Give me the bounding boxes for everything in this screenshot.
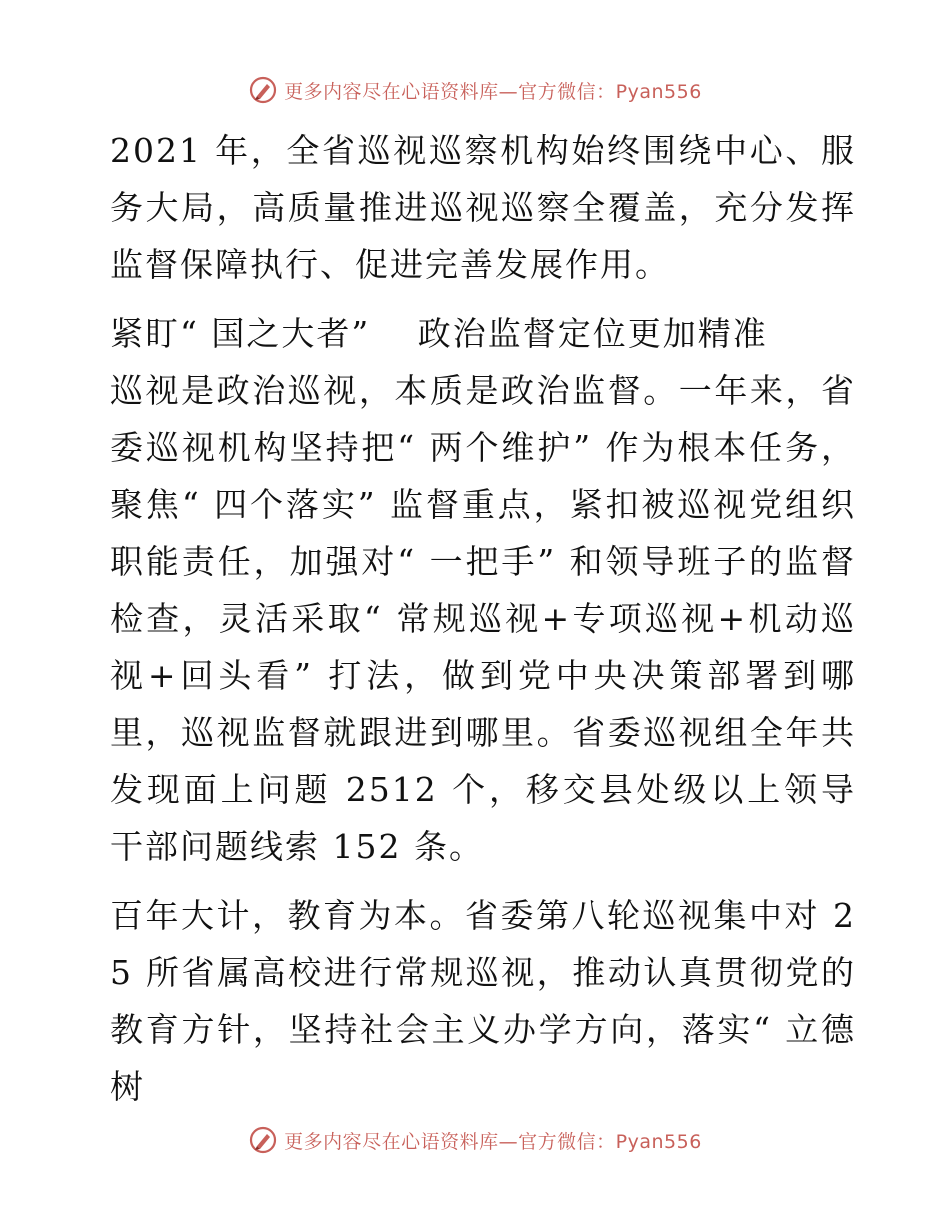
watermark-header	[0, 70, 950, 110]
paragraph-education: 百年大计，教育为本。省委第八轮巡视集中对 25 所省属高校进行常规巡视，推动认真贯彻党的教育方针，坚持社会主义办学方向，落实“ 立德树	[110, 896, 856, 1106]
document-body	[96, 122, 856, 1115]
pen-circle-logo-icon	[248, 1125, 278, 1155]
watermark-text: 更多内容尽在心语资料库—官方微信：Pyan556	[284, 80, 702, 103]
paragraph-inspection: 巡视是政治巡视，本质是政治监督。一年来，省委巡视机构坚持把“ 两个维护” 作为根本任务，聚焦“ 四个落实” 监督重点，紧扣被巡视党组织职能责任，加强对“ 一把手” 和领导班子的监督检查，灵活采取“ 常规巡视+专项巡视+机动巡视+回头看” 打法，做到党中央决策部署到哪里，巡视监督就跟进到哪里。省委巡视组全年共发现面上问题 2512 个，移交县处级以上领导干部问题线索 152 条。	[110, 371, 856, 866]
pen-circle-logo-icon	[248, 75, 278, 105]
watermark-text: 更多内容尽在心语资料库—官方微信：Pyan556	[284, 1130, 702, 1153]
watermark-footer	[0, 1120, 950, 1160]
paragraph-intro: 2021 年，全省巡视巡察机构始终围绕中心、服务大局，高质量推进巡视巡察全覆盖，充分发挥监督保障执行、促进完善发展作用。	[110, 131, 856, 284]
section-heading: 紧盯“ 国之大者” 政治监督定位更加精准	[110, 314, 768, 353]
